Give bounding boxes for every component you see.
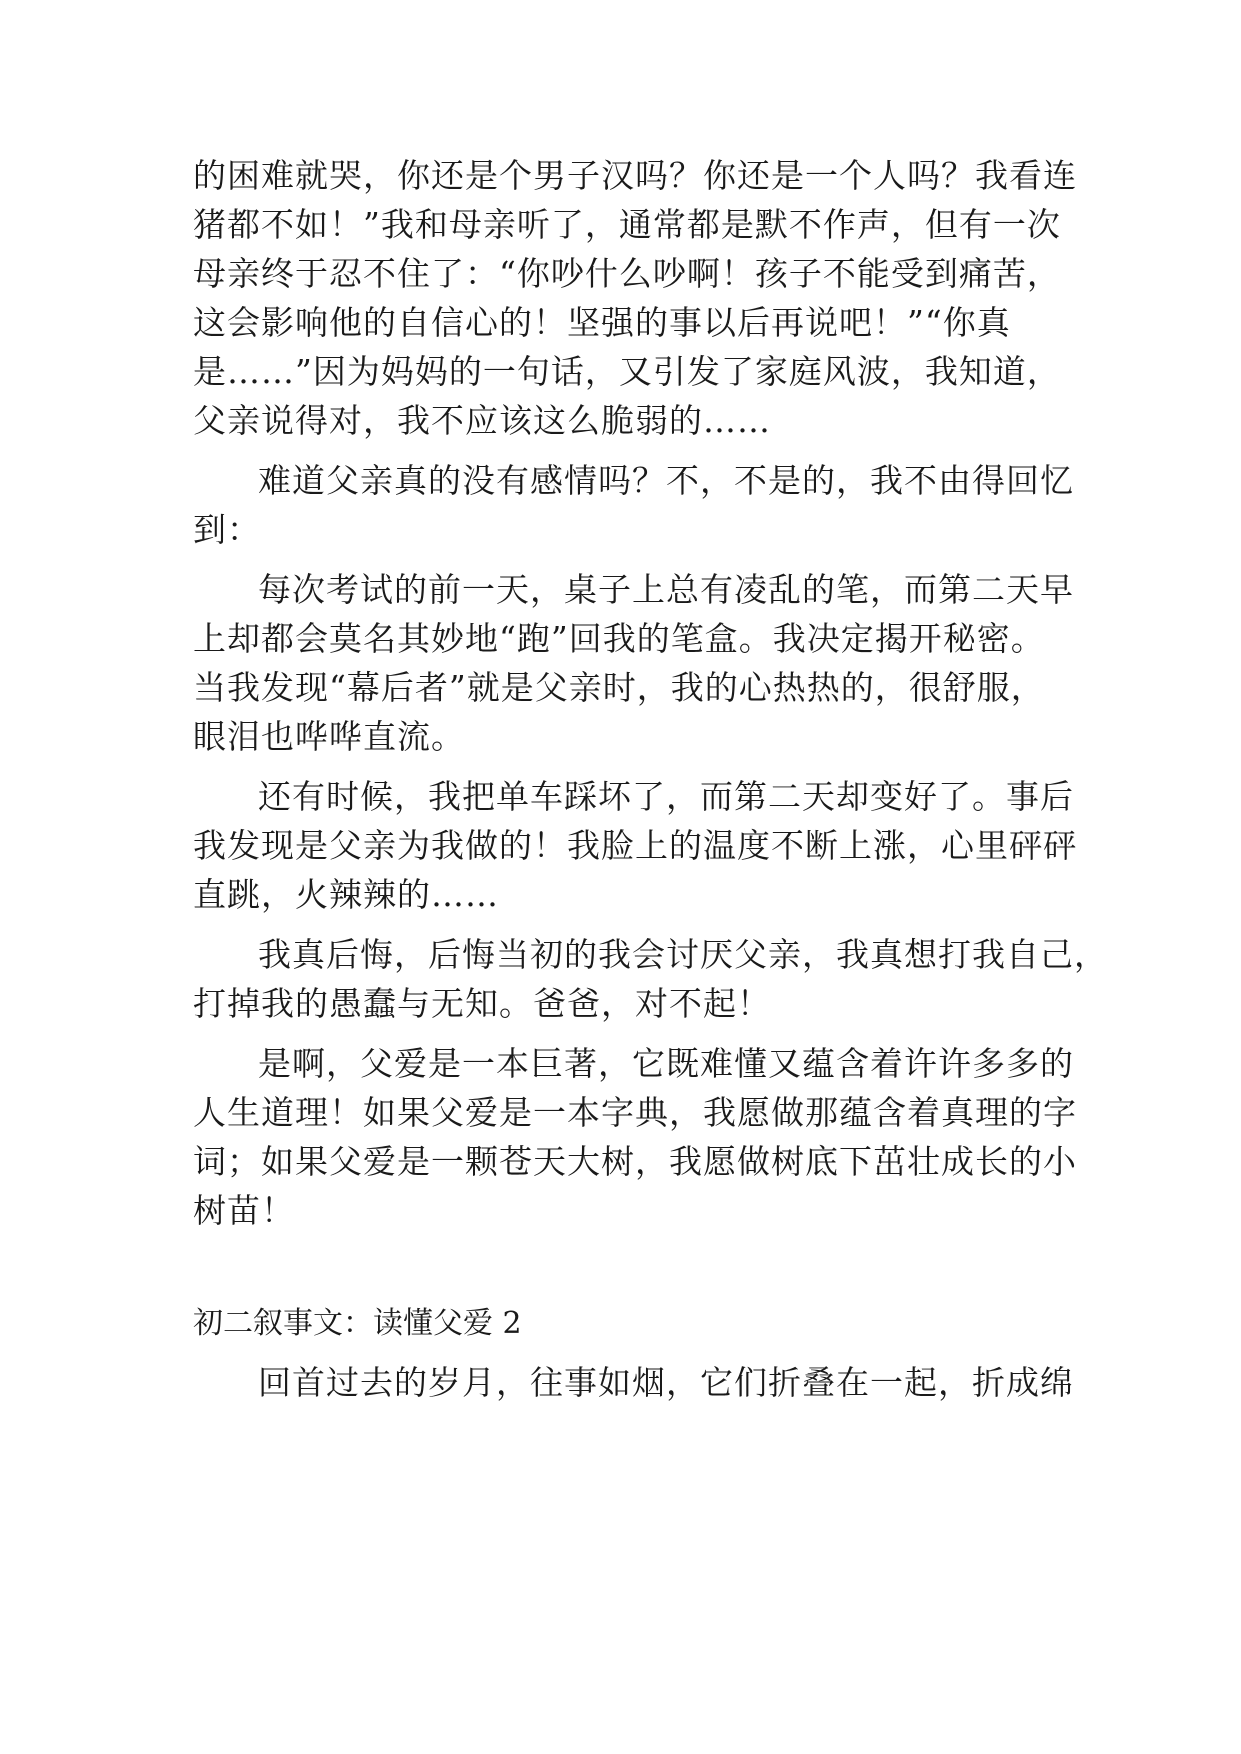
text-line: 猪都不如！”我和母亲听了，通常都是默不作声，但有一次 xyxy=(193,205,1061,244)
text-line: 直跳，火辣辣的…… xyxy=(193,875,499,914)
paragraph-first-line: 回首过去的岁月，往事如烟，它们折叠在一起，折成绵 xyxy=(258,1363,1074,1402)
section-heading: 初二叙事文：读懂父爱 2 xyxy=(193,1306,522,1341)
text-line: 父亲说得对，我不应该这么脆弱的…… xyxy=(193,401,771,440)
text-line: 到： xyxy=(193,510,261,549)
text-line: 这会影响他的自信心的！坚强的事以后再说吧！”“你真 xyxy=(193,303,1011,342)
paragraph-first-line: 还有时候，我把单车踩坏了，而第二天却变好了。事后 xyxy=(258,777,1074,816)
paragraph-first-line: 难道父亲真的没有感情吗？不，不是的，我不由得回忆 xyxy=(258,461,1074,500)
text-line: 人生道理！如果父爱是一本字典，我愿做那蕴含着真理的字 xyxy=(193,1093,1077,1132)
paragraph-first-line: 是啊，父爱是一本巨著，它既难懂又蕴含着许许多多的 xyxy=(258,1044,1074,1083)
text-line: 眼泪也哗哗直流。 xyxy=(193,717,465,756)
text-line: 的困难就哭，你还是个男子汉吗？你还是一个人吗？我看连 xyxy=(193,156,1077,195)
paragraph-first-line: 我真后悔，后悔当初的我会讨厌父亲，我真想打我自己， xyxy=(258,935,1108,974)
text-line: 母亲终于忍不住了：“你吵什么吵啊！孩子不能受到痛苦， xyxy=(193,254,1061,293)
text-line: 我发现是父亲为我做的！我脸上的温度不断上涨，心里砰砰 xyxy=(193,826,1077,865)
paragraph-first-line: 每次考试的前一天，桌子上总有凌乱的笔，而第二天早 xyxy=(258,570,1074,609)
text-line: 树苗！ xyxy=(193,1191,295,1230)
text-line: 打掉我的愚蠢与无知。爸爸，对不起！ xyxy=(193,984,771,1023)
text-line: 当我发现“幕后者”就是父亲时，我的心热热的，很舒服， xyxy=(193,668,1045,707)
text-line: 上却都会莫名其妙地“跑”回我的笔盒。我决定揭开秘密。 xyxy=(193,619,1045,658)
text-line: 是……”因为妈妈的一句话，又引发了家庭风波，我知道， xyxy=(193,352,1061,391)
text-line: 词；如果父爱是一颗苍天大树，我愿做树底下茁壮成长的小 xyxy=(193,1142,1077,1181)
